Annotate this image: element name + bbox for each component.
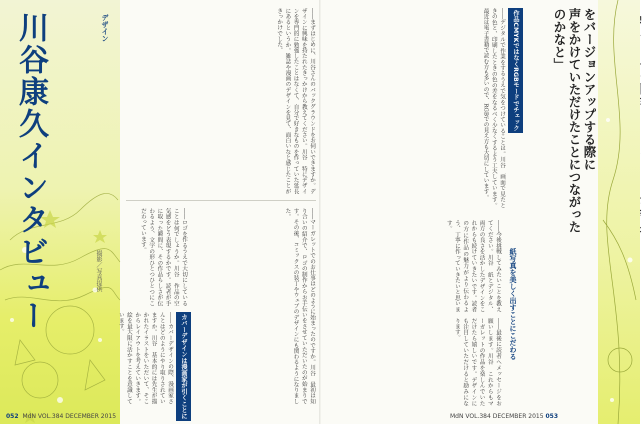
illustration-panel <box>0 0 120 424</box>
folio-right: 053 <box>545 413 558 420</box>
right-column-1: ――デジタルで作業をするうえで気をつけていることは。川谷 画面で見たときの色と、印刷したときの色の差をなるべく少なくするよう工夫しています。最近は電子書籍で読む方も多いので、RGBでの見え方も大切にしています。 <box>482 8 505 208</box>
right-column-2: ――今後挑戦してみたいことを教えてください。川谷 紙とデジタル、両方の良さを活かしたデザインをこれからも続けていきたいです。読者の方に作品の魅力がより伝わるよう、丁寧に作っていきたいと思います。 <box>445 220 501 312</box>
column-divider <box>126 200 316 201</box>
right-section-heading: 紙写真を美しく出すことにこだわる <box>509 248 517 360</box>
subheading-left: カバーデザインは漫画家が引くことに <box>176 312 191 421</box>
left-column-1: ――まずはじめに、川谷さんのバックグラウンドをお伺いできますか。デザインに興味を持たれたきっかけから教えてください。川谷 特にデザインを専門的に勉強したことはなくて、自分で好きなものを作っていた延長にあるというか。雑誌や漫画のデザインを見て、面白いなと感じたことがきっかけでした。 <box>276 8 315 194</box>
footer-right-text: MdN VOL.384 DECEMBER 2015 <box>450 413 544 420</box>
subheading-right: 作品CMYKではなくRGBモードでチェック <box>508 8 523 133</box>
article-subtitle: デザイン <box>101 14 109 42</box>
right-illustration-strip <box>598 0 640 424</box>
left-column-3: ――ロゴを作るうえで大切にしていることは何でしょうか。川谷 作品の空気感をどう表現するかです。読者が手に取った瞬間に、その作品らしさが伝わるよう、文字の形ひとつひとつにこだわっています。 <box>139 208 187 306</box>
left-column-2: ――マーガレットでのお仕事はどのように始まったのですか。川谷 最初は知り合いの紹介で、ロゴの制作からお手伝いをさせていただいたのが始まりです。その後、コミックスの装丁やウェブのデザインにも関わるようになりました。 <box>284 208 315 404</box>
decorative-vine <box>598 0 640 424</box>
pull-quote-line-2: をバージョンアップする際に <box>582 8 597 171</box>
left-column-4: ――カバーデザインの際、漫画家さんとはどのようにやり取りされていますか。川谷 基本的には先生が描かれたイラストをいただいて、そこからレイアウトを考えていきます。絵を最大限に活かすことを意識しています。 <box>117 312 173 404</box>
footer-left <box>6 413 116 420</box>
right-page <box>320 0 640 424</box>
pull-quote-line-3: 声をかけていただけたことにつながったのかなと」 <box>552 8 582 233</box>
folio-left: 052 <box>6 413 19 420</box>
footer-right <box>450 413 562 420</box>
photo-credit: 撮影／写真提供 <box>95 250 102 292</box>
article-title: 川谷康久インタビュー <box>13 12 48 332</box>
right-column-3: ――最後に読者へメッセージをお願いします。川谷 これからもマーガレットの作品を楽しんでいただけたら嬉しいです。デザインにも注目していただけると励みになります。 <box>453 318 501 406</box>
footer-left-text: MdN VOL.384 DECEMBER 2015 <box>22 413 117 420</box>
left-page <box>0 0 320 424</box>
